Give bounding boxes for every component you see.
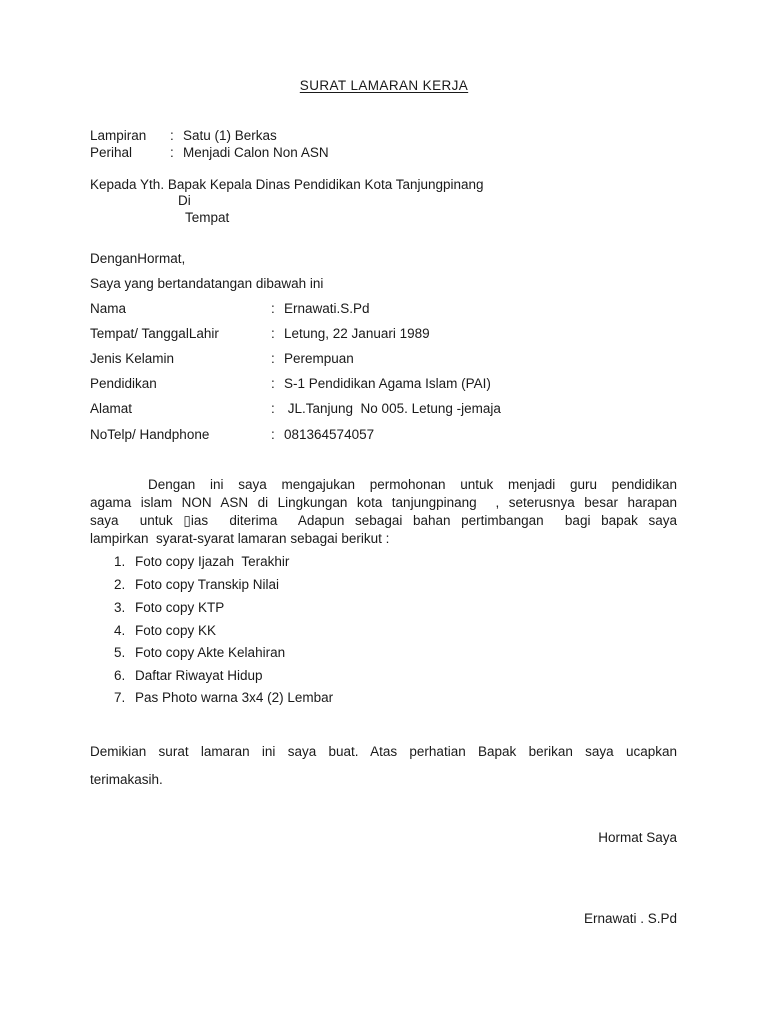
letter-title [0,78,768,93]
list-text: Foto copy Ijazah Terakhir [135,554,290,569]
paragraph-line: lampirkan syarat-syarat lamaran sebagai berikut : [90,531,390,546]
perihal-colon: : [170,145,174,160]
list-number: 1. [114,554,126,569]
list-number: 7. [114,690,126,705]
list-number: 6. [114,668,126,683]
recipient-tempat: Tempat [185,210,230,225]
list-number: 3. [114,600,126,615]
paragraph-line: saya untuk ▯ias diterima Adapun sebagai bahan pertimbangan bagi bapak saya [90,513,677,528]
list-text: Foto copy KTP [135,600,225,615]
list-text: Foto copy Transkip Nilai [135,577,280,592]
field-value: Perempuan [284,351,354,366]
list-number: 2. [114,577,126,592]
field-label: Pendidikan [90,376,157,391]
paragraph-line: Dengan ini saya mengajukan permohonan untuk menjadi guru pendidikan [148,477,677,492]
recipient-line: Kepada Yth. Bapak Kepala Dinas Pendidikan Kota Tanjungpinang [90,177,484,192]
paragraph-line: agama islam NON ASN di Lingkungan kota tanjungpinang , seterusnya besar harapan [90,495,677,510]
field-colon: : [271,351,275,366]
list-number: 4. [114,623,126,638]
body-paragraph [90,476,677,548]
field-value: JL.Tanjung No 005. Letung -jemaja [284,401,501,416]
field-label: Alamat [90,401,133,416]
closing-line: Demikian surat lamaran ini saya buat. Atas perhatian Bapak berikan saya ucapkan [90,744,677,759]
field-value: 081364574057 [284,427,375,442]
field-label: Tempat/ TanggalLahir [90,326,219,341]
perihal-label: Perihal [90,145,133,160]
field-label: Jenis Kelamin [90,351,175,366]
lampiran-value: Satu (1) Berkas [183,128,277,143]
field-colon: : [271,326,275,341]
field-colon: : [271,376,275,391]
field-colon: : [271,427,275,442]
lampiran-colon: : [170,128,174,143]
field-colon: : [271,401,275,416]
list-number: 5. [114,645,126,660]
list-text: Foto copy KK [135,623,217,638]
list-text: Pas Photo warna 3x4 (2) Lembar [135,690,334,705]
field-label: NoTelp/ Handphone [90,427,210,442]
recipient-di: Di [178,193,191,208]
lampiran-label: Lampiran [90,128,147,143]
closing-line: terimakasih. [90,772,163,787]
field-value: Letung, 22 Januari 1989 [284,326,430,341]
greeting: DenganHormat, [90,251,186,266]
field-colon: : [271,301,275,316]
list-text: Foto copy Akte Kelahiran [135,645,286,660]
field-label: Nama [90,301,127,316]
field-value: S-1 Pendidikan Agama Islam (PAI) [284,376,491,391]
signature-salutation: Hormat Saya [598,830,677,845]
list-text: Daftar Riwayat Hidup [135,668,263,683]
letter-title-text: SURAT LAMARAN KERJA [299,78,469,93]
signature-name: Ernawati . S.Pd [583,911,677,926]
perihal-value: Menjadi Calon Non ASN [183,145,329,160]
field-value: Ernawati.S.Pd [284,301,370,316]
closing-paragraph [90,738,677,794]
intro-text: Saya yang bertandatangan dibawah ini [90,276,324,291]
